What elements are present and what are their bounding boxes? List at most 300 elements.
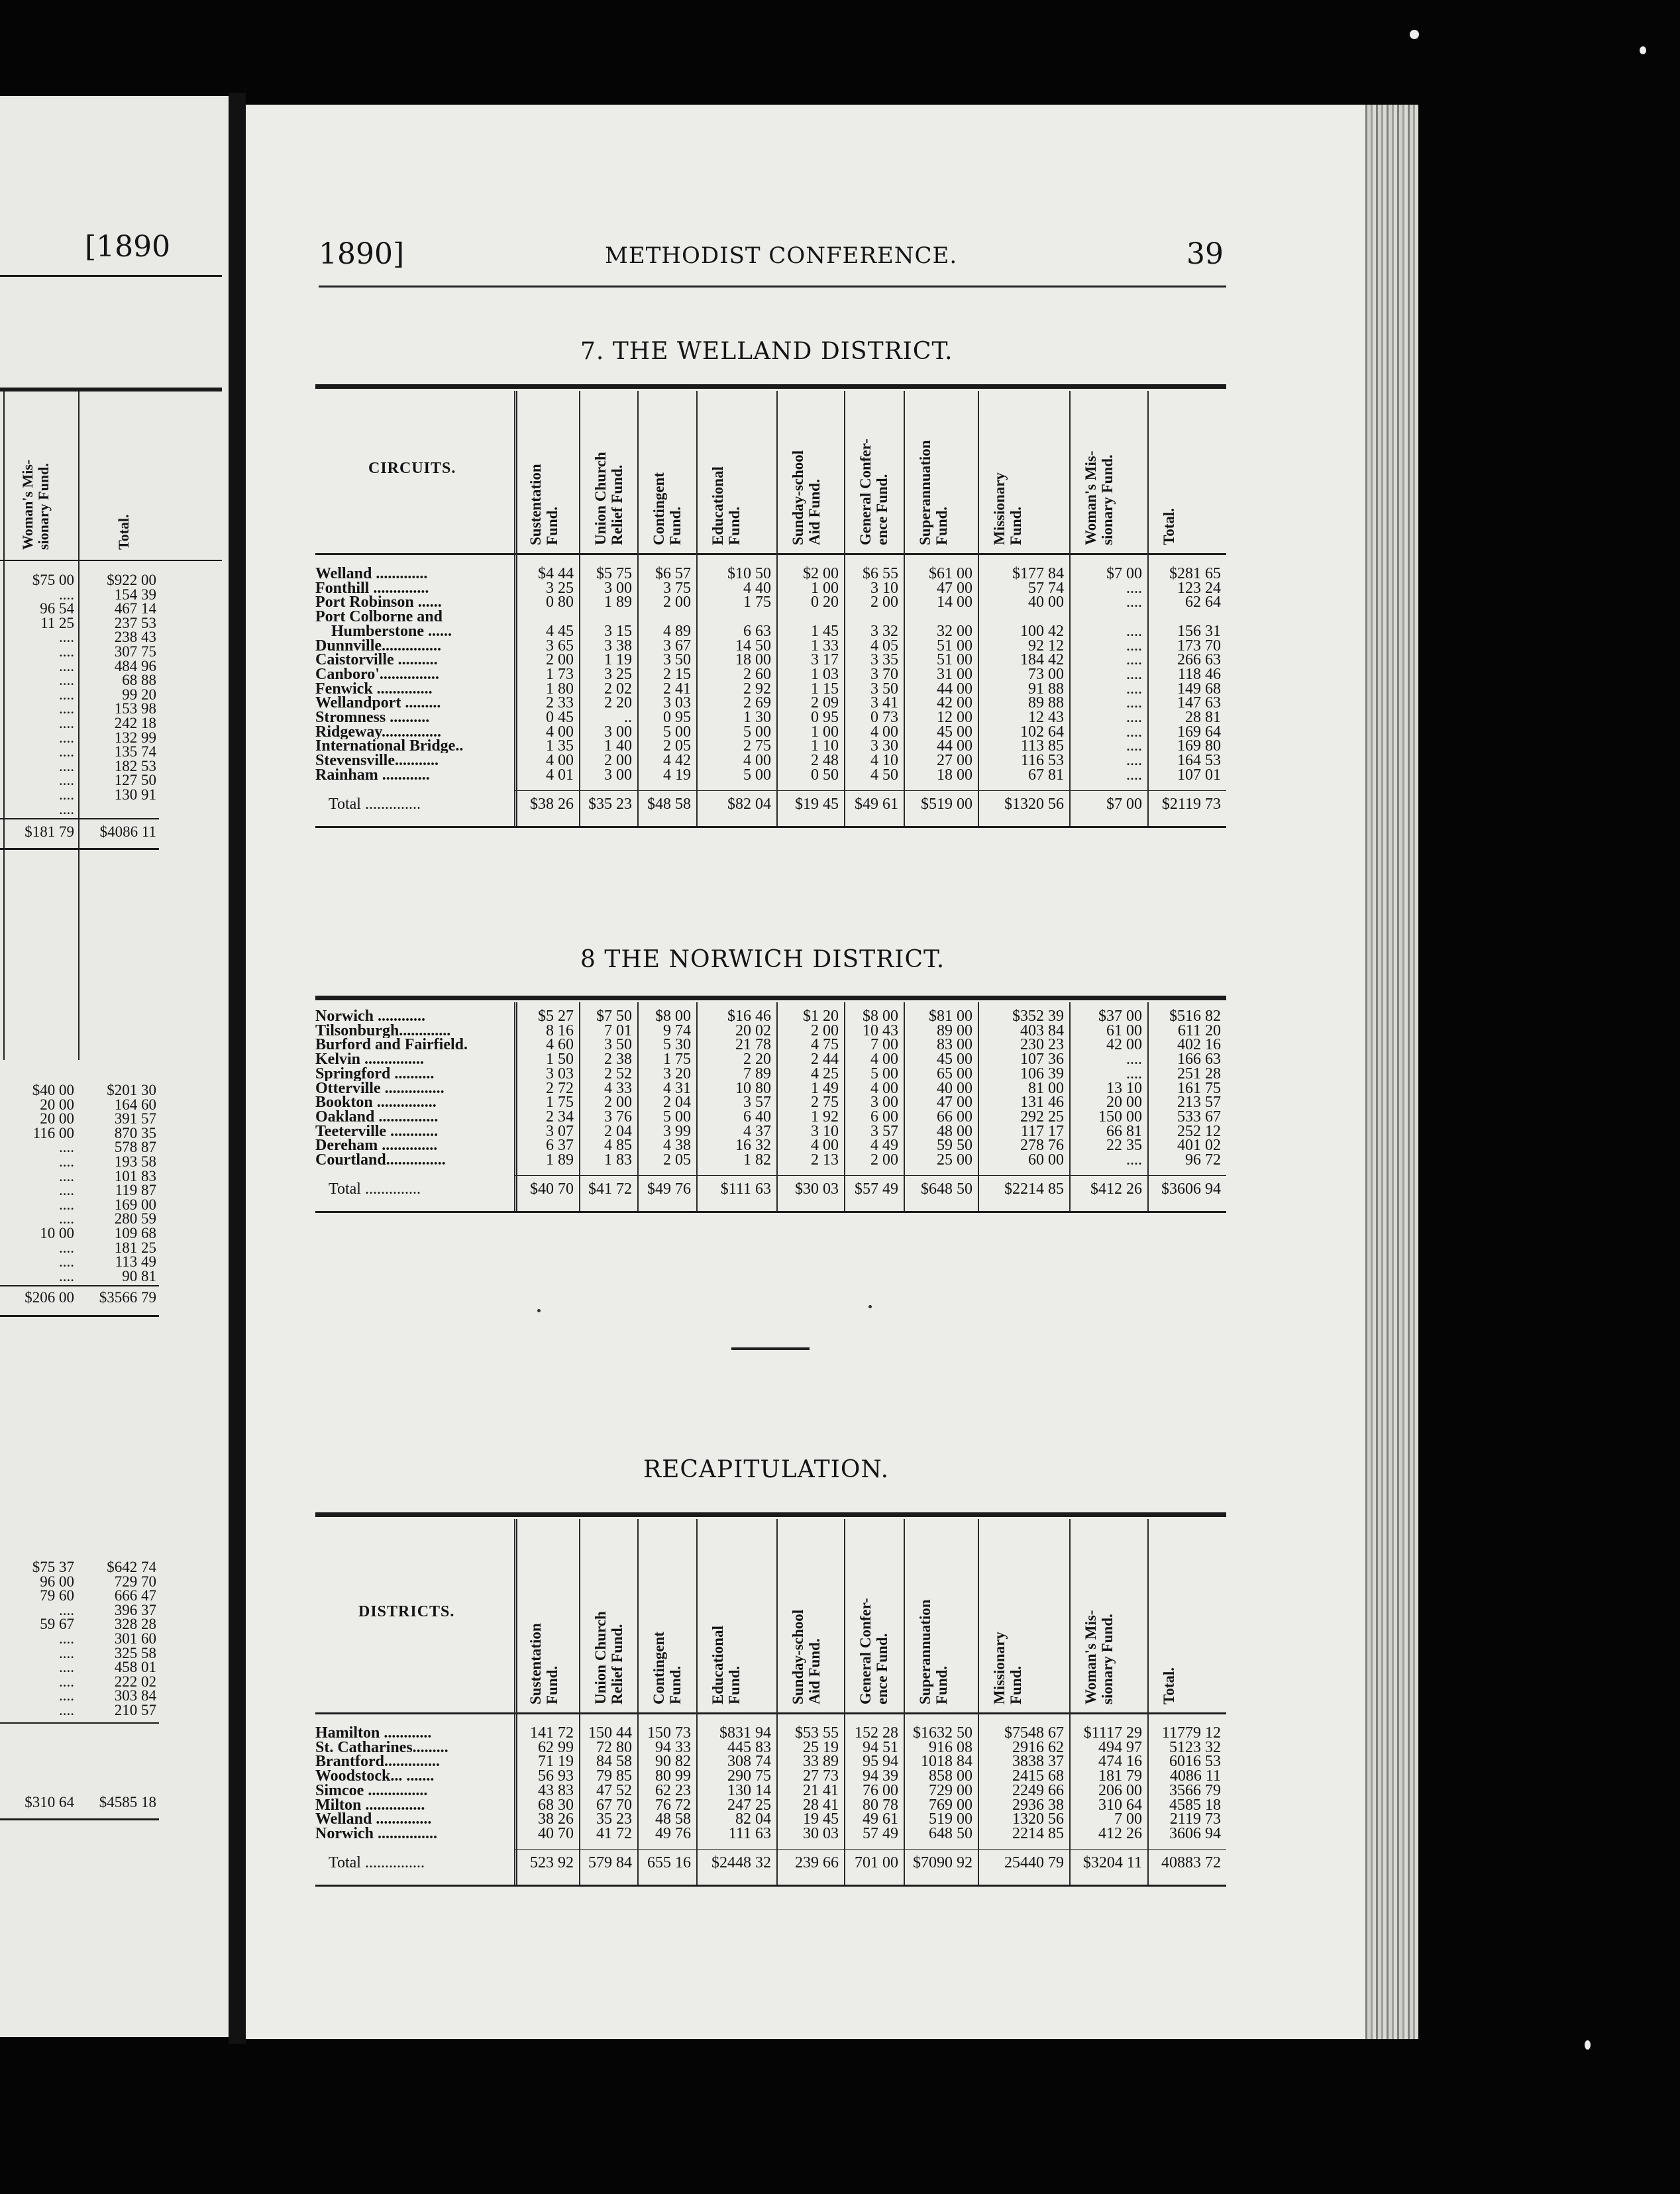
norwich-cell: 25 00 (937, 1151, 972, 1169)
norwich-cell: 7 89 (743, 1065, 771, 1082)
recap-cell: 71 19 (538, 1753, 574, 1771)
recap-cell: 62 99 (538, 1738, 574, 1756)
recap-cell: 310 64 (1098, 1796, 1142, 1814)
welland-cell: 1 33 (811, 637, 839, 654)
left-page-head-fund: Woman's Mis- sionary Fund. (19, 459, 52, 550)
welland-cell: 1 89 (604, 594, 632, 611)
norwich-cell: 3 99 (663, 1122, 691, 1140)
norwich-cell: 1 49 (811, 1079, 839, 1097)
welland-row (246, 725, 1239, 739)
welland-cell: 2 09 (811, 694, 839, 712)
recap-cell: 41 72 (596, 1824, 632, 1842)
welland-cell: 3 50 (870, 680, 898, 698)
recap-cell: 76 72 (655, 1796, 691, 1814)
welland-cell: 118 46 (1177, 665, 1221, 683)
welland-cell: 1 15 (811, 680, 839, 698)
welland-row-name: Port Colborne and (315, 609, 443, 625)
norwich-cell: .... (1126, 1151, 1142, 1169)
recap-cell: 7 00 (1114, 1810, 1142, 1828)
welland-row-name: Wellandport ......... (315, 696, 441, 711)
welland-cell: 2 00 (870, 594, 898, 611)
recap-cell: 206 00 (1098, 1781, 1142, 1799)
norwich-cell: 4 60 (546, 1036, 574, 1054)
norwich-cell: 230 23 (1020, 1036, 1064, 1054)
norwich-cell: 10 43 (863, 1021, 898, 1039)
recap-cell: 152 28 (855, 1724, 898, 1742)
norwich-row (246, 1110, 1239, 1124)
film-speck (1410, 30, 1419, 39)
welland-cell: 4 89 (663, 622, 691, 640)
welland-cell: 44 00 (937, 680, 972, 698)
norwich-cell: 6 40 (743, 1108, 771, 1125)
welland-cell: 32 00 (937, 622, 972, 640)
welland-cell: 169 64 (1177, 723, 1221, 741)
recap-cell: 25 19 (803, 1738, 839, 1756)
welland-cell: 28 81 (1185, 709, 1221, 726)
welland-cell: $177 84 (1012, 565, 1064, 582)
recap-cell: 655 16 (647, 1854, 691, 1871)
welland-cell: .... (1126, 651, 1142, 669)
left-page-head-rule (0, 560, 222, 561)
recap-cell: $1632 50 (913, 1724, 972, 1742)
recap-top-rule (315, 1512, 1226, 1517)
welland-cell: 42 00 (937, 694, 972, 712)
welland-cell: 2 15 (663, 665, 691, 683)
welland-cell: $2119 73 (1161, 795, 1221, 813)
welland-row-name: Humberstone ...... (315, 623, 452, 639)
welland-cell: .... (1126, 709, 1142, 726)
welland-cell: 5 00 (743, 766, 771, 784)
norwich-cell: $49 76 (647, 1180, 691, 1198)
left-page-block2-sum-total: $3566 79 (99, 1289, 156, 1306)
recap-cell: $53 55 (795, 1724, 839, 1742)
norwich-cell: 3 07 (546, 1122, 574, 1140)
welland-row (246, 768, 1239, 782)
recap-col-head: General Confer- ence Fund. (857, 1598, 890, 1704)
welland-row (246, 624, 1239, 639)
norwich-cell: 4 00 (811, 1137, 839, 1155)
welland-cell: $519 00 (921, 795, 972, 813)
recap-cell: 2936 38 (1012, 1796, 1064, 1814)
norwich-cell: 5 30 (663, 1036, 691, 1054)
norwich-total-row (246, 1182, 1239, 1196)
recap-cell: 239 66 (795, 1854, 839, 1871)
welland-cell: 149 68 (1177, 680, 1221, 698)
welland-cell: 92 12 (1028, 637, 1064, 654)
norwich-cell: 81 00 (1028, 1079, 1064, 1097)
welland-cell: 3 32 (870, 622, 898, 640)
recap-row-name: Hamilton ............ (315, 1726, 432, 1740)
norwich-cell: 251 28 (1177, 1065, 1221, 1082)
recap-row-name: Simcoe ............... (315, 1783, 428, 1798)
page-running-title: METHODIST CONFERENCE. (605, 242, 958, 269)
welland-cell: 2 48 (811, 752, 839, 770)
welland-cell: .... (1126, 752, 1142, 770)
welland-row-name: Stevensville........... (315, 753, 439, 768)
norwich-cell: 3 50 (604, 1036, 632, 1054)
left-page-block3-sum-fund: $310 64 (25, 1794, 74, 1810)
recap-col-head: Educational Fund. (709, 1626, 743, 1704)
left-page-block1-sum-fund: $181 79 (25, 823, 74, 840)
welland-cell: 113 85 (1020, 737, 1064, 755)
norwich-cell: 4 37 (743, 1122, 771, 1140)
recap-cell: 49 61 (863, 1810, 898, 1828)
norwich-cell: 47 00 (937, 1094, 972, 1112)
recap-row (246, 1798, 1239, 1812)
welland-cell: 47 00 (937, 579, 972, 597)
recap-cell: 82 04 (735, 1810, 771, 1828)
norwich-bottom-rule (315, 1211, 1226, 1213)
welland-cell: 3 67 (663, 637, 691, 654)
norwich-row-name: Teeterville ............ (315, 1123, 439, 1139)
norwich-cell: $2214 85 (1004, 1180, 1064, 1198)
welland-label-head: CIRCUITS. (368, 459, 456, 477)
norwich-row-name: Courtland............... (315, 1153, 446, 1167)
welland-cell: 4 00 (546, 723, 574, 741)
norwich-row-name: Burford and Fairfield. (315, 1037, 468, 1053)
norwich-cell: 9 74 (663, 1021, 691, 1039)
welland-cell: 5 00 (743, 723, 771, 741)
norwich-cell: $41 72 (588, 1180, 632, 1198)
welland-cell: 6 63 (743, 622, 771, 640)
norwich-cell: 21 78 (735, 1036, 771, 1054)
page-year: 1890] (319, 237, 405, 271)
welland-cell: .... (1126, 637, 1142, 654)
welland-total-label: Total .............. (329, 796, 421, 811)
welland-cell: 89 88 (1028, 694, 1064, 712)
welland-cell: .... (1126, 766, 1142, 784)
recap-cell: 48 58 (655, 1810, 691, 1828)
print-speck (537, 1309, 541, 1312)
welland-cell: 57 74 (1028, 579, 1064, 597)
welland-cell: 12 43 (1028, 709, 1064, 726)
recap-cell: 57 49 (863, 1824, 898, 1842)
welland-cell: 102 64 (1020, 723, 1064, 741)
welland-cell: 5 00 (663, 723, 691, 741)
norwich-cell: 4 38 (663, 1137, 691, 1155)
recap-row-name: St. Catharines......... (315, 1740, 448, 1755)
recap-cell: 62 23 (655, 1781, 691, 1799)
welland-cell: 31 00 (937, 665, 972, 683)
welland-row-name: Dunnville............... (315, 638, 442, 653)
welland-cell: 2 69 (743, 694, 771, 712)
welland-cell: 4 00 (743, 752, 771, 770)
recap-cell: 38 26 (538, 1810, 574, 1828)
recap-cell: 412 26 (1098, 1824, 1142, 1842)
recap-cell: 769 00 (929, 1796, 972, 1814)
recap-col-head: Union Church Relief Fund. (592, 1611, 625, 1704)
recap-cell: 43 83 (538, 1781, 574, 1799)
norwich-cell: 161 75 (1177, 1079, 1221, 1097)
welland-row (246, 595, 1239, 609)
welland-cell: 1 45 (811, 622, 839, 640)
welland-cell: 116 53 (1020, 752, 1064, 770)
recap-cell: 94 33 (655, 1738, 691, 1756)
welland-cell: $35 23 (588, 795, 632, 813)
welland-cell: 0 95 (663, 709, 691, 726)
recap-cell: 2119 73 (1169, 1810, 1221, 1828)
recap-cell: 49 76 (655, 1824, 691, 1842)
welland-cell: 4 40 (743, 579, 771, 597)
welland-cell: 0 45 (546, 709, 574, 726)
recap-head-rule (315, 1712, 1226, 1714)
recap-cell: 68 30 (538, 1796, 574, 1814)
recap-cell: 40883 72 (1161, 1854, 1221, 1871)
left-page-block1-sum-rule (0, 818, 159, 819)
norwich-cell: 65 00 (937, 1065, 972, 1082)
recap-cell: $1117 29 (1083, 1724, 1142, 1742)
welland-row (246, 639, 1239, 653)
welland-cell: 3 03 (663, 694, 691, 712)
welland-cell: 3 38 (604, 637, 632, 654)
welland-cell: $7 00 (1106, 795, 1142, 813)
norwich-row-name: Springford .......... (315, 1066, 435, 1081)
recap-cell: $3204 11 (1082, 1854, 1142, 1871)
norwich-row (246, 1023, 1239, 1038)
welland-cell: 3 75 (663, 579, 691, 597)
norwich-row (246, 1009, 1239, 1023)
recap-cell: 3606 94 (1169, 1824, 1221, 1842)
welland-cell: 147 63 (1177, 694, 1221, 712)
print-speck (868, 1305, 872, 1308)
norwich-row-name: Norwich ............ (315, 1009, 425, 1023)
norwich-cell: 5 00 (870, 1065, 898, 1082)
welland-district-title: 7. THE WELLAND DISTRICT. (580, 338, 953, 365)
recap-cell: 72 80 (596, 1738, 632, 1756)
welland-cell: $61 00 (929, 565, 972, 582)
recap-col-head: Total. (1161, 1667, 1177, 1704)
welland-cell: $7 00 (1106, 565, 1142, 582)
welland-cell: $1320 56 (1004, 795, 1064, 813)
recap-row (246, 1826, 1239, 1841)
book-gutter (229, 93, 246, 2044)
norwich-cell: 4 00 (870, 1079, 898, 1097)
welland-cell: 164 53 (1177, 752, 1221, 770)
welland-cell: $19 45 (795, 795, 839, 813)
norwich-cell: $111 63 (720, 1180, 771, 1198)
welland-cell: 27 00 (937, 752, 972, 770)
norwich-cell: 1 83 (604, 1151, 632, 1169)
recap-cell: 27 73 (803, 1767, 839, 1785)
left-page-block2-sum-rule (0, 1285, 159, 1286)
welland-cell: 4 42 (663, 752, 691, 770)
welland-cell: $48 58 (647, 795, 691, 813)
welland-cell: 2 05 (663, 737, 691, 755)
welland-cell: 2 75 (743, 737, 771, 755)
recap-cell: 47 52 (596, 1781, 632, 1799)
recap-row (246, 1726, 1239, 1740)
left-page-block3-sum-rule (0, 1722, 159, 1724)
welland-cell: 4 19 (663, 766, 691, 784)
page-39 (246, 105, 1365, 2039)
norwich-cell: 20 02 (735, 1021, 771, 1039)
left-page-block1-total-column: $922 00 154 39 467 14 237 53 238 43 307 75 484 96 68 88 99 20 153 98 242 18 132 99 135 74 182 53 127 50 130 91 (107, 572, 156, 803)
recap-cell: 25440 79 (1004, 1854, 1064, 1871)
recap-row (246, 1769, 1239, 1783)
recap-row (246, 1740, 1239, 1755)
recap-bottom-rule (315, 1885, 1226, 1887)
recap-cell: 6016 53 (1169, 1753, 1221, 1771)
left-page-year: [1890 (85, 230, 171, 264)
norwich-cell: 3 10 (811, 1122, 839, 1140)
welland-cell: .... (1126, 622, 1142, 640)
page-stack-edge (1365, 105, 1418, 2039)
norwich-cell: 6 37 (546, 1137, 574, 1155)
norwich-cell: $412 26 (1090, 1180, 1142, 1198)
norwich-cell: $16 46 (727, 1008, 771, 1025)
welland-cell: 62 64 (1185, 594, 1221, 611)
norwich-cell: 16 32 (735, 1137, 771, 1155)
recap-cell: 94 51 (863, 1738, 898, 1756)
norwich-cell: 4 33 (604, 1079, 632, 1097)
welland-head-rule (315, 553, 1226, 555)
norwich-cell: 66 00 (937, 1108, 972, 1125)
recap-cell: 141 72 (530, 1724, 574, 1742)
norwich-cell: $37 00 (1098, 1008, 1142, 1025)
welland-cell: 3 25 (546, 579, 574, 597)
welland-cell: 4 10 (870, 752, 898, 770)
left-page-block2-total-column: $201 30 164 60 391 57 870 35 578 87 193 58 101 83 119 87 169 00 280 59 109 68 181 25 113 49 90 81 (107, 1082, 156, 1284)
welland-cell: 1 00 (811, 579, 839, 597)
norwich-cell: 107 36 (1020, 1051, 1064, 1069)
welland-cell: 3 25 (604, 665, 632, 683)
recap-cell: 4086 11 (1169, 1767, 1221, 1785)
norwich-district-title: 8 THE NORWICH DISTRICT. (580, 946, 945, 973)
welland-cell: 18 00 (937, 766, 972, 784)
welland-cell: 100 42 (1020, 622, 1064, 640)
norwich-cell: 96 72 (1185, 1151, 1221, 1169)
welland-cell: 2 02 (604, 680, 632, 698)
welland-cell: 3 00 (604, 723, 632, 741)
norwich-total-label: Total .............. (329, 1181, 421, 1196)
welland-total-rule (514, 790, 1226, 791)
welland-cell: 0 20 (811, 594, 839, 611)
norwich-cell: 4 75 (811, 1036, 839, 1054)
recap-cell: 2249 66 (1012, 1781, 1064, 1799)
welland-cell: 44 00 (937, 737, 972, 755)
welland-row-name: Fonthill .............. (315, 580, 429, 596)
norwich-cell: $8 00 (863, 1008, 898, 1025)
recap-row (246, 1754, 1239, 1769)
welland-cell: 3 70 (870, 665, 898, 683)
recap-cell: 474 16 (1098, 1753, 1142, 1771)
recap-cell: 28 41 (803, 1796, 839, 1814)
norwich-cell: .... (1126, 1065, 1142, 1082)
norwich-cell: 4 31 (663, 1079, 691, 1097)
norwich-cell: 2 00 (870, 1151, 898, 1169)
norwich-cell: 3 57 (870, 1122, 898, 1140)
norwich-cell: 22 35 (1106, 1137, 1142, 1155)
norwich-cell: 1 89 (546, 1151, 574, 1169)
welland-cell: $10 50 (727, 565, 771, 582)
recap-cell: 94 39 (863, 1767, 898, 1785)
recap-row-name: Milton ............... (315, 1797, 425, 1812)
norwich-cell: 3 20 (663, 1065, 691, 1082)
left-page-block3-sum-total: $4585 18 (99, 1794, 156, 1810)
norwich-cell: 10 80 (735, 1079, 771, 1097)
recap-cell: 290 75 (727, 1767, 771, 1785)
left-page-header-rule (0, 275, 222, 277)
norwich-cell: 2 04 (663, 1094, 691, 1112)
left-page-block3-fund-column: $75 37 96 00 79 60 .... 59 67 .... .... .... .... .... .... (32, 1559, 74, 1718)
welland-cell: 3 50 (663, 651, 691, 669)
welland-row-name: Rainham ............ (315, 767, 430, 782)
norwich-cell: 4 85 (604, 1137, 632, 1155)
norwich-cell: 45 00 (937, 1051, 972, 1069)
welland-cell: 0 80 (546, 594, 574, 611)
welland-col-head: General Confer- ence Fund. (857, 439, 890, 545)
norwich-cell: $30 03 (795, 1180, 839, 1198)
welland-cell: 4 00 (870, 723, 898, 741)
recap-cell: $7090 92 (913, 1854, 972, 1871)
welland-row (246, 653, 1239, 667)
welland-col-head: Total. (1161, 507, 1177, 545)
left-page-block1-fund-column: $75 00 .... 96 54 11 25 .... .... .... .... .... .... .... .... .... .... .... .... .... (32, 572, 74, 817)
norwich-cell: 2 00 (604, 1094, 632, 1112)
norwich-cell: $1 20 (803, 1008, 839, 1025)
norwich-row-name: Oakland ............... (315, 1109, 439, 1124)
welland-cell: $38 26 (530, 795, 574, 813)
welland-cell: 1 00 (811, 723, 839, 741)
recap-col-head: Woman's Mis- sionary Fund. (1082, 1610, 1116, 1704)
welland-col-head: Educational Fund. (709, 466, 743, 545)
welland-cell: 73 00 (1028, 665, 1064, 683)
welland-row-name: Canboro'............... (315, 666, 439, 682)
norwich-cell: 2 13 (811, 1151, 839, 1169)
welland-cell: 1 40 (604, 737, 632, 755)
section-divider (731, 1347, 810, 1350)
recap-row-name: Norwich ............... (315, 1826, 437, 1841)
norwich-cell: 2 04 (604, 1122, 632, 1140)
norwich-cell: 117 17 (1020, 1122, 1064, 1140)
recap-cell: 1018 84 (921, 1753, 972, 1771)
welland-cell: 156 31 (1177, 622, 1221, 640)
norwich-cell: $5 27 (538, 1008, 574, 1025)
recap-cell: 130 14 (727, 1781, 771, 1799)
recap-cell: 181 79 (1098, 1767, 1142, 1785)
welland-col-head: Woman's Mis- sionary Fund. (1082, 450, 1116, 545)
norwich-cell: $40 70 (530, 1180, 574, 1198)
welland-cell: 0 73 (870, 709, 898, 726)
welland-col-head: Sustentation Fund. (527, 464, 560, 545)
welland-cell: 1 30 (743, 709, 771, 726)
recap-cell: 111 63 (728, 1824, 771, 1842)
recap-cell: 150 44 (588, 1724, 632, 1742)
norwich-cell: 7 00 (870, 1036, 898, 1054)
norwich-cell: 8 16 (546, 1021, 574, 1039)
recapitulation-title: RECAPITULATION. (643, 1456, 890, 1483)
recap-cell: 729 00 (929, 1781, 972, 1799)
welland-cell: .... (1126, 680, 1142, 698)
welland-row-name: Welland ............. (315, 566, 428, 581)
welland-cell: 67 81 (1028, 766, 1064, 784)
welland-row-name: Fenwick .............. (315, 681, 433, 696)
recap-label-head: DISTRICTS. (358, 1603, 455, 1620)
norwich-row (246, 1095, 1239, 1110)
welland-cell: $2 00 (803, 565, 839, 582)
norwich-cell: 3 03 (546, 1065, 574, 1082)
norwich-cell: 2 52 (604, 1065, 632, 1082)
norwich-cell: 403 84 (1020, 1021, 1064, 1039)
norwich-cell: 131 46 (1020, 1094, 1064, 1112)
welland-cell: 1 03 (811, 665, 839, 683)
welland-cell: 3 00 (604, 579, 632, 597)
recap-cell: 95 94 (863, 1753, 898, 1771)
welland-cell: 2 00 (604, 752, 632, 770)
welland-cell: 2 33 (546, 694, 574, 712)
norwich-cell: 60 00 (1028, 1151, 1064, 1169)
norwich-cell: 1 92 (811, 1108, 839, 1125)
